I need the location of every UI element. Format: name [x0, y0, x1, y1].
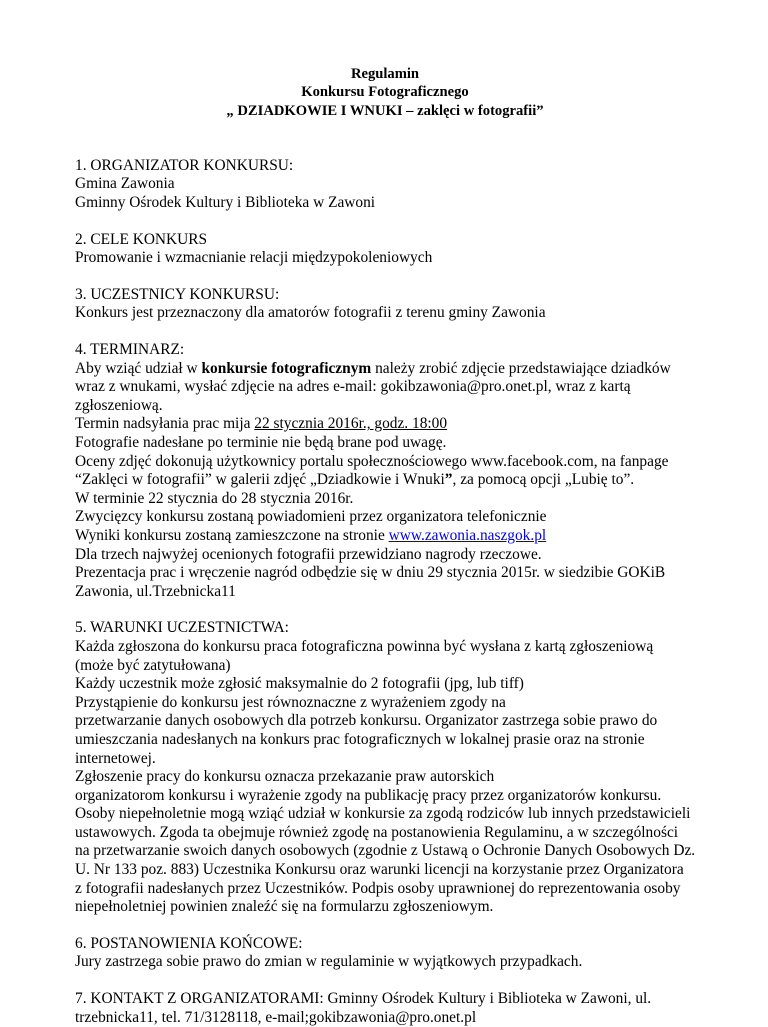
bold-text: konkursie fotograficznym [201, 359, 372, 377]
section-text: organizatorom konkursu i wyrażenie zgody na publikację pracy przez organizatorów konkursu. [75, 786, 662, 804]
website-link[interactable]: www.zawonia.naszgok.pl [388, 526, 547, 544]
section-text: trzebnicka11, tel. 71/3128118, e-mail;gokibzawonia@pro.onet.pl [75, 1008, 477, 1026]
title-line-2: Konkursu Fotograficznego [301, 84, 469, 101]
section-text: umieszczania nadesłanych na konkurs prac fotograficznych w lokalnej prasie oraz na stronie [75, 730, 645, 748]
section-heading: 1. ORGANIZATOR KONKURSU: [75, 156, 294, 174]
section-text: Gmina Zawonia [75, 175, 175, 193]
section-text: Zawonia, ul.Trzebnicka11 [75, 582, 236, 600]
section-heading: 2. CELE KONKURS [75, 230, 208, 248]
text-fragment: “Zaklęci w fotografii” w galerii zdjęć „Dziadkowie i Wnuki [75, 471, 445, 489]
section-text: (może być zatytułowana) [75, 656, 231, 674]
results-line [75, 527, 715, 546]
section-final-provisions [75, 935, 715, 972]
section-text: ustawowych. Zgoda ta obejmuje również zgodę na postanowienia Regulaminu, a w szczególności [75, 823, 679, 841]
text-fragment: Wyniki konkursu zostaną zamieszczone na stronie [75, 526, 389, 544]
section-text: Zwycięzcy konkursu zostaną powiadomieni przez organizatora telefonicznie [75, 508, 547, 526]
deadline-date: 22 stycznia 2016r., godz. 18:00 [254, 415, 448, 433]
section-text: W terminie 22 stycznia do 28 stycznia 2016r. [75, 489, 354, 507]
section-text: Dla trzech najwyżej ocenionych fotografii przewidziano nagrody rzeczowe. [75, 545, 542, 563]
section-text: Gminny Ośrodek Kultury i Biblioteka w Zawoni [75, 194, 376, 212]
section-goals [75, 231, 715, 268]
section-text: Konkurs jest przeznaczony dla amatorów fotografii z terenu gminy Zawonia [75, 304, 546, 322]
section-text: zgłoszeniową. [75, 396, 163, 414]
section-text: Każda zgłoszona do konkursu praca fotograficzna powinna być wysłana z kartą zgłoszeniową [75, 637, 654, 655]
section-text: na przetwarzanie swoich danych osobowych (zgodnie z Ustawą o Ochronie Danych Osobowych Dz. [75, 842, 696, 860]
section-text: Fotografie nadesłane po terminie nie będą brane pod uwagę. [75, 434, 447, 452]
section-text: Oceny zdjęć dokonują użytkownicy portalu społecznościowego www.facebook.com, na fanpage [75, 452, 669, 470]
section-text: Prezentacja prac i wręczenie nagród odbędzie się w dniu 29 stycznia 2015r. w siedzibie GOKiB [75, 564, 666, 582]
section-text: wraz z wnukami, wysłać zdjęcie na adres e-mail: gokibzawonia@pro.onet.pl, wraz z kartą [75, 378, 631, 396]
section-text: z fotografii nadesłanych przez Uczestników. Podpis osoby uprawnionej do reprezentowania osoby [75, 879, 681, 897]
text-fragment: Aby wziąć udział w [75, 359, 202, 377]
section-text: 7. KONTAKT Z ORGANIZATORAMI: Gminny Ośrodek Kultury i Biblioteka w Zawoni, ul. [75, 990, 652, 1008]
section-participants [75, 286, 715, 323]
section-conditions [75, 619, 715, 917]
document-title [75, 65, 695, 120]
section-text: Zgłoszenie pracy do konkursu oznacza przekazanie praw autorskich [75, 768, 495, 786]
deadline-line [75, 415, 715, 434]
text-fragment: , za pomocą opcji „Lubię to”. [452, 471, 635, 489]
title-line-3: „ DZIADKOWIE I WNUKI – zaklęci w fotografii” [226, 102, 544, 119]
document-page [75, 65, 715, 1027]
section-text: niepełnoletniej powinien znaleźć się na formularzu zgłoszeniowym. [75, 898, 494, 916]
text-fragment: Termin nadsyłania prac mija [75, 415, 255, 433]
section-heading: 4. TERMINARZ: [75, 341, 185, 359]
text-fragment: należy zrobić zdjęcie przedstawiające dziadków [371, 359, 671, 377]
section-text [75, 471, 715, 490]
section-heading: 6. POSTANOWIENIA KOŃCOWE: [75, 934, 303, 952]
section-text [75, 360, 715, 379]
section-text: U. Nr 133 poz. 883) Uczestnika Konkursu oraz warunki licencji na korzystanie przez Organizatora [75, 861, 684, 879]
title-line-1: Regulamin [350, 66, 420, 82]
section-text: przetwarzanie danych osobowych dla potrzeb konkursu. Organizator zastrzega sobie prawo do [75, 712, 658, 730]
section-text: internetowej. [75, 749, 156, 767]
section-text: Każdy uczestnik może zgłosić maksymalnie do 2 fotografii (jpg, lub tiff) [75, 675, 524, 693]
section-schedule [75, 341, 715, 601]
section-text: Promowanie i wzmacnianie relacji międzypokoleniowych [75, 249, 433, 267]
section-organizer [75, 157, 715, 213]
section-text: Jury zastrzega sobie prawo do zmian w regulaminie w wyjątkowych przypadkach. [75, 953, 583, 971]
section-text: Osoby niepełnoletnie mogą wziąć udział w konkursie za zgodą rodziców lub innych przedstawicieli [75, 805, 691, 823]
section-heading: 3. UCZESTNICY KONKURSU: [75, 285, 280, 303]
section-text: Przystąpienie do konkursu jest równoznaczne z wyrażeniem zgody na [75, 693, 506, 711]
section-heading: 5. WARUNKI UCZESTNICTWA: [75, 619, 289, 637]
bold-text: ” [444, 471, 453, 489]
section-contact [75, 990, 715, 1027]
